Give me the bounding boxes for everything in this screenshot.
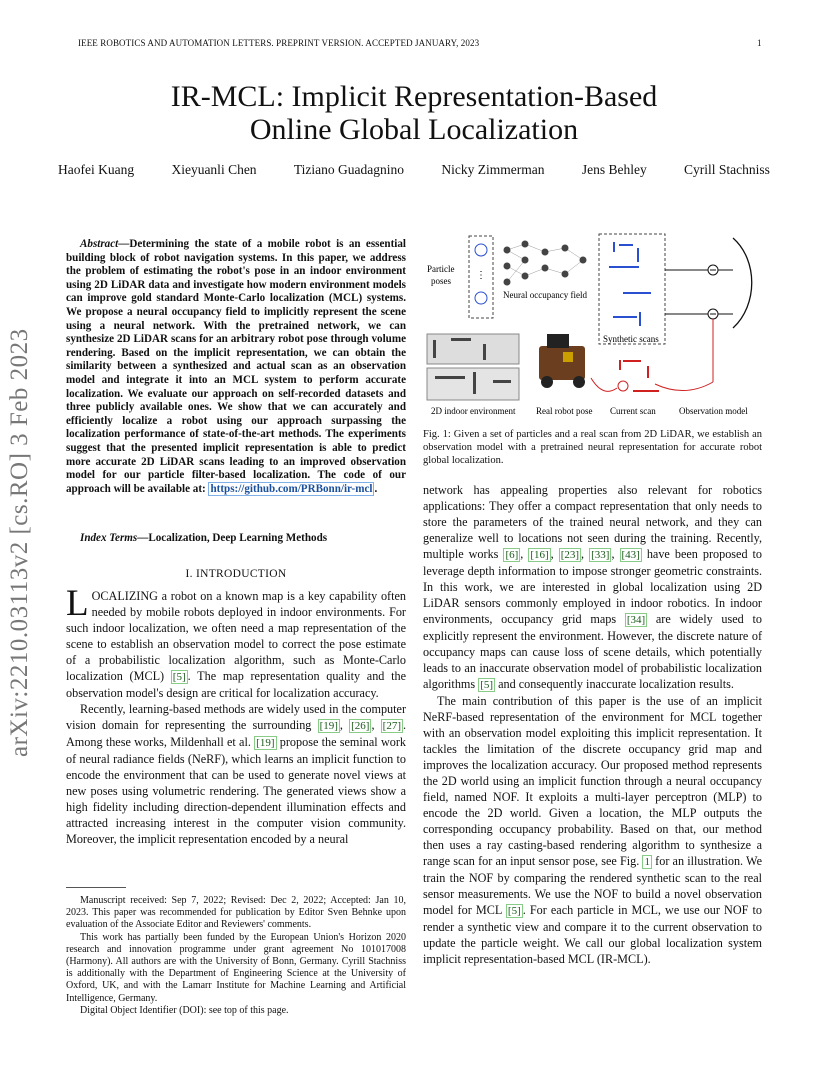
figure-link[interactable]: 1 [644, 856, 650, 868]
indoor-map-image [427, 334, 519, 364]
abstract-end: . [374, 482, 378, 495]
text-run: , [371, 718, 381, 732]
author: Nicky Zimmerman [441, 162, 545, 177]
figure-caption: Fig. 1: Given a set of particles and a real scan from 2D LiDAR, we establish an observation model with a pretrained neural representation for accurate robot global localization. [423, 429, 762, 466]
figure-label: Observation model [679, 406, 748, 416]
text-run: network has appealing properties also relevant for robotics applications: They offer a compact representation that only needs to store the parameters of the trained neural network, and they can generalize well to locations not seen during the training. Recently, multiple works [423, 483, 762, 561]
figure-label: poses [431, 276, 451, 286]
citation-link[interactable]: [23] [560, 549, 580, 561]
text-run: . For each particle in MCL, we use our NOF to render a synthetic view and compare it to the current observation to update the particle weight. We call our global localization system implicit representation-based MCL (IR-MCL). [423, 903, 762, 966]
arrow [591, 378, 617, 391]
text-run: OCALIZING a robot on a known map is a key capability often needed by mobile robots deployed in indoor environments. For such indoor localization, we often need a map representation of the scene to establish an observation model to correct the pose estimate of a probabilistic localization algorithm, such as Monte-Carlo localization (MCL) [66, 589, 406, 683]
drop-cap: L [66, 583, 89, 624]
body-paragraph [423, 482, 762, 693]
citation-link[interactable]: [5] [480, 679, 494, 691]
citation-link[interactable]: [5] [507, 905, 521, 917]
text-run: are widely used to explicitly represent the environment. However, the discrete nature of occupancy maps can cause loss of scene details, which potentially leads to an inaccurate observation model of probabilistic localization algorithms [423, 612, 762, 691]
author-list [58, 162, 770, 178]
text-run: , [581, 547, 590, 561]
citation-link[interactable]: [34] [626, 614, 646, 626]
intro-paragraph [66, 701, 406, 847]
text-run: , [611, 547, 620, 561]
figure-1 [423, 230, 762, 420]
footnotes [66, 895, 406, 1017]
scan-points [609, 242, 651, 326]
robot-image [539, 334, 585, 388]
running-head: IEEE ROBOTICS AND AUTOMATION LETTERS. PREPRINT VERSION. ACCEPTED JANUARY, 2023 [78, 38, 480, 48]
author: Haofei Kuang [58, 162, 135, 177]
arrow [655, 382, 713, 391]
title-line-1: IR-MCL: Implicit Representation-Based [170, 80, 658, 113]
section-heading: I. INTRODUCTION [185, 568, 287, 580]
footnote: This work has partially been funded by the European Union's Horizon 2020 research and innovation programme under grant agreement No 101017008 (Harmony). All authors are with the University of Bonn, Germany. Cyrill Stachniss is additionally with the Department of Engineering Science at the University of Oxford, UK, and with the Lamarr Institute for Machine Learning and Artificial Intelligence, Germany. [66, 931, 406, 1004]
intro-text [66, 583, 407, 847]
current-scan [619, 360, 659, 392]
figure-label: Synthetic scans [603, 334, 659, 344]
text-run: The main contribution of this paper is the use of an implicit NeRF-based representation of the environment for MCL together with an observation model exploiting this implicit representation. It tackles the limitation of the discrete occupancy grid map and improves the localization accuracy. Our proposed method represents the 2D world using an implicit function through a neural occupancy field, named NOF. It exploits a multi-layer perceptron (MLP) to encode the 2D world. Given a location, the MLP outputs the corresponding occupancy probability. Based on that, our method then uses a ray casting-based rendering algorithm to synthesize a range scan for an input sensor pose, see Fig. [423, 694, 762, 868]
figure-label: Particle [427, 264, 455, 274]
title-line-2: Online Global Localization [249, 113, 579, 146]
text-run: propose the seminal work of neural radiance fields (NeRF), which learns an implicit function to encode the environment that can be used to generate novel views at new poses using volumetric rendering. The generated views show a high fidelity including direction-dependent illumination effects and attracted increasing interest in the computer vision community. Moreover, the implicit representation encoded by a neural [66, 735, 406, 846]
index-terms-text: —Localization, Deep Learning Methods [137, 532, 328, 544]
citation-link[interactable]: [33] [591, 549, 610, 561]
author: Cyrill Stachniss [684, 162, 770, 177]
abstract-label: Abstract [80, 238, 119, 250]
footnote-rule [66, 887, 126, 888]
abstract [66, 238, 406, 496]
index-terms [66, 530, 406, 546]
figure-label: Real robot pose [536, 406, 593, 416]
arxiv-stamp: arXiv:2210.03113v2 [cs.RO] 3 Feb 2023 [6, 328, 33, 757]
footnote: Manuscript received: Sep 7, 2022; Revised: Dec 2, 2022; Accepted: Jan 10, 2023. This paper was recommended for publication by Editor Sven Behnke upon evaluation of the Associate Editor and Reviewers' comments. [66, 895, 406, 931]
synthetic-scans-box [599, 234, 665, 344]
figure-label: Current scan [610, 406, 656, 416]
figure-label: Neural occupancy field [503, 290, 587, 300]
particle-icon [475, 292, 487, 304]
text-run: and consequently inaccurate localization results. [495, 677, 734, 691]
author: Jens Behley [581, 162, 647, 177]
text-run: for an illustration. We train the NOF by comparing the rendered synthetic scan to the real sensor measurements. We use the NOF to build a novel observation model for MCL [423, 854, 762, 917]
text-run: , [520, 547, 529, 561]
text-run: . Among these works, Mildenhall et al. [66, 718, 407, 749]
citation-link[interactable]: [16] [530, 549, 549, 561]
abstract-text: —Determining the state of a mobile robot is an essential building block of robot navigation systems. In this paper, we address the problem of estimating the robot's pose in an indoor environment using 2D LiDAR data and investigate how modern environment models can improve gold standard Monte-Carlo localization (MCL) systems. We propose a neural occupancy field to implicitly represent the scene using a neural network. With the pretrained network, we can synthesize 2D LiDAR scans for an arbitrary robot pose through volume rendering. Based on the implicit representation, we can obtain the similarity between a synthesized and actual scan as an observation model and integrate it into an MCL system to perform accurate localization. We evaluate our approach on self-recorded datasets and three publicly available ones. We show that we can accurately and efficiently localize a robot using our approach surpassing the localization performance of state-of-the-art methods. The experiments suggest that the presented implicit representation is able to predict more accurate 2D LiDAR scans leading to an improved observation model for our particle filter-based localization. The code of our approach will be available at: [66, 238, 406, 495]
intro-paragraph [66, 583, 406, 701]
distribution-curve [733, 238, 752, 328]
citation-link[interactable]: [43] [621, 549, 640, 561]
author: Xieyuanli Chen [171, 162, 257, 177]
paper-title [0, 80, 828, 146]
citation-link[interactable]: [5] [172, 671, 186, 683]
citation-link[interactable]: [19] [256, 737, 275, 749]
index-terms-label: Index Terms [80, 532, 138, 544]
text-run: , [339, 718, 350, 732]
particle-icon [475, 244, 487, 256]
text-run: , [550, 547, 559, 561]
citation-link[interactable]: [19] [319, 720, 338, 732]
citation-link[interactable]: [6] [505, 549, 519, 561]
text-run: . The map representation quality and the observation model's design are critical for localization accuracy. [66, 669, 406, 700]
right-column-text [423, 482, 762, 967]
footnote: Digital Object Identifier (DOI): see top of this page. [80, 1004, 289, 1016]
text-run: Recently, learning-based methods are widely used in the computer vision domain for representing the surrounding [66, 702, 406, 732]
citation-link[interactable]: [26] [351, 720, 370, 732]
citation-link[interactable]: [27] [382, 720, 401, 732]
body-paragraph [423, 693, 762, 967]
text-run: have been proposed to leverage depth information to impose stronger geometric constraints. In this work, we are interested in global localization using 2D LiDAR sensors commonly employed in indoor robotics. In indoor environments, occupancy grid maps [423, 547, 763, 626]
author: Tiziano Guadagnino [293, 162, 405, 177]
robot-pose-icon [618, 381, 628, 391]
figure-label: 2D indoor environment [431, 406, 516, 416]
code-link[interactable]: https://github.com/PRBonn/ir-mcl [210, 482, 373, 495]
ellipsis-icon: ⋮ [476, 270, 486, 281]
page-number: 1 [757, 38, 762, 48]
